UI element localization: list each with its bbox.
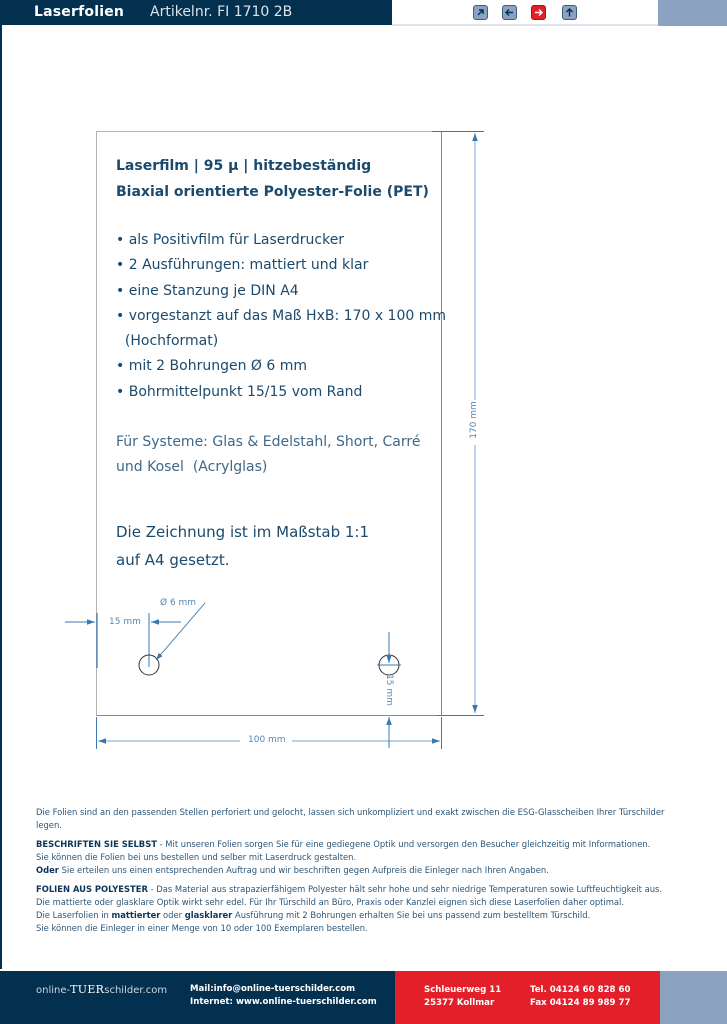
info-text: Die mattierte oder glasklare Optik wirkt sehr edel. Für Ihr Türschild an Büro, Praxis oder Kanzlei eignen sich diese Laserfolien daher optimal.	[36, 897, 625, 907]
website-link[interactable]: Internet: www.online-tuerschilder.com	[190, 997, 377, 1007]
info-bold: mattierter	[111, 910, 161, 920]
product-heading-line2: Biaxial orientierte Polyester-Folie (PET)	[116, 184, 429, 200]
info-paragraph-2	[36, 838, 696, 877]
scale-note	[116, 518, 369, 574]
logo-mid: TUER	[70, 983, 105, 996]
height-dimension-label: 170 mm	[468, 401, 479, 439]
scale-line2: auf A4 gesetzt.	[116, 551, 230, 569]
systems-line2: und Kosel (Acrylglas)	[116, 459, 268, 475]
article-number: Artikelnr. FI 1710 2B	[150, 4, 293, 20]
info-text: oder	[160, 910, 185, 920]
feature-list	[116, 228, 446, 405]
phone-numbers	[530, 984, 630, 1010]
city: 25377 Kollmar	[424, 998, 495, 1008]
feature-item: • als Positivfilm für Laserdrucker	[116, 232, 345, 248]
logo-prefix: online-	[36, 985, 71, 996]
left-offset-label: 15 mm	[109, 617, 141, 627]
info-text: Sie können die Folien bei uns bestellen und selber mit Laserdruck gestalten.	[36, 852, 357, 862]
info-paragraph-3	[36, 883, 696, 935]
info-text: Ausführung mit 2 Bohrungen erhalten Sie bei uns passend zum bestelltem Türschild.	[232, 910, 591, 920]
footer	[0, 971, 727, 1024]
mail-link[interactable]: Mail:info@online-tuerschilder.com	[190, 984, 356, 994]
info-text: - Das Material aus strapazierfähigem Polyester hält sehr hohe und sehr niedrige Temperaturen sowie Luftfeuchtigkeit aus.	[147, 884, 663, 894]
address	[424, 984, 501, 1010]
phone: Tel. 04124 60 828 60	[530, 985, 631, 995]
feature-item: (Hochformat)	[116, 333, 219, 350]
info-paragraph-1: Die Folien sind an den passenden Stellen perforiert und gelocht, lassen sich unkompliziert und exakt zwischen die ESG-Glasscheiben Ihrer Türschilder legen.	[36, 807, 665, 830]
feature-item: • mit 2 Bohrungen Ø 6 mm	[116, 358, 308, 375]
info-heading-selbst: BESCHRIFTEN SIE SELBST	[36, 839, 157, 849]
page-title: Laserfolien	[34, 4, 125, 20]
bottom-offset-label: 15 mm	[383, 674, 394, 706]
info-heading-polyester: FOLIEN AUS POLYESTER	[36, 884, 148, 894]
info-text: Sie können die Einleger in einer Menge von 10 oder 100 Exemplaren bestellen.	[36, 923, 368, 933]
feature-item: • 2 Ausführungen: mattiert und klar	[116, 257, 369, 274]
systems-line1: Für Systeme: Glas & Edelstahl, Short, Carré	[116, 434, 421, 450]
description	[36, 806, 696, 941]
hole-diameter-label: Ø 6 mm	[160, 598, 197, 608]
logo-suffix: schilder.com	[104, 985, 168, 996]
compatible-systems	[116, 430, 420, 480]
footer-blue-block	[660, 971, 727, 1024]
contact-links	[190, 983, 377, 1009]
info-text: - Mit unseren Folien sorgen Sie für eine gediegene Optik und versorgen den Besucher gleichzeitig mit Informationen.	[156, 839, 651, 849]
width-dimension-label: 100 mm	[248, 735, 286, 745]
feature-item: • eine Stanzung je DIN A4	[116, 282, 299, 299]
info-text: Sie erteilen uns einen entsprechenden Auftrag und wir beschriften gegen Aufpreis die Einleger nach Ihren Angaben.	[58, 865, 549, 875]
info-bold: Oder	[36, 865, 59, 875]
product-heading-line1: Laserfilm | 95 µ | hitzebeständig	[116, 158, 372, 174]
street: Schleuerweg 11	[424, 985, 502, 995]
product-heading	[116, 153, 429, 205]
brand-logo[interactable]	[36, 983, 167, 996]
info-bold: glasklarer	[184, 910, 233, 920]
film-outline	[97, 132, 442, 716]
feature-item: • Bohrmittelpunkt 15/15 vom Rand	[116, 383, 363, 400]
info-text: Die Laserfolien in	[36, 910, 112, 920]
feature-item: • vorgestanzt auf das Maß HxB: 170 x 100 mm	[116, 307, 446, 324]
fax: Fax 04124 89 989 77	[530, 998, 631, 1008]
scale-line1: Die Zeichnung ist im Maßstab 1:1	[116, 523, 370, 541]
